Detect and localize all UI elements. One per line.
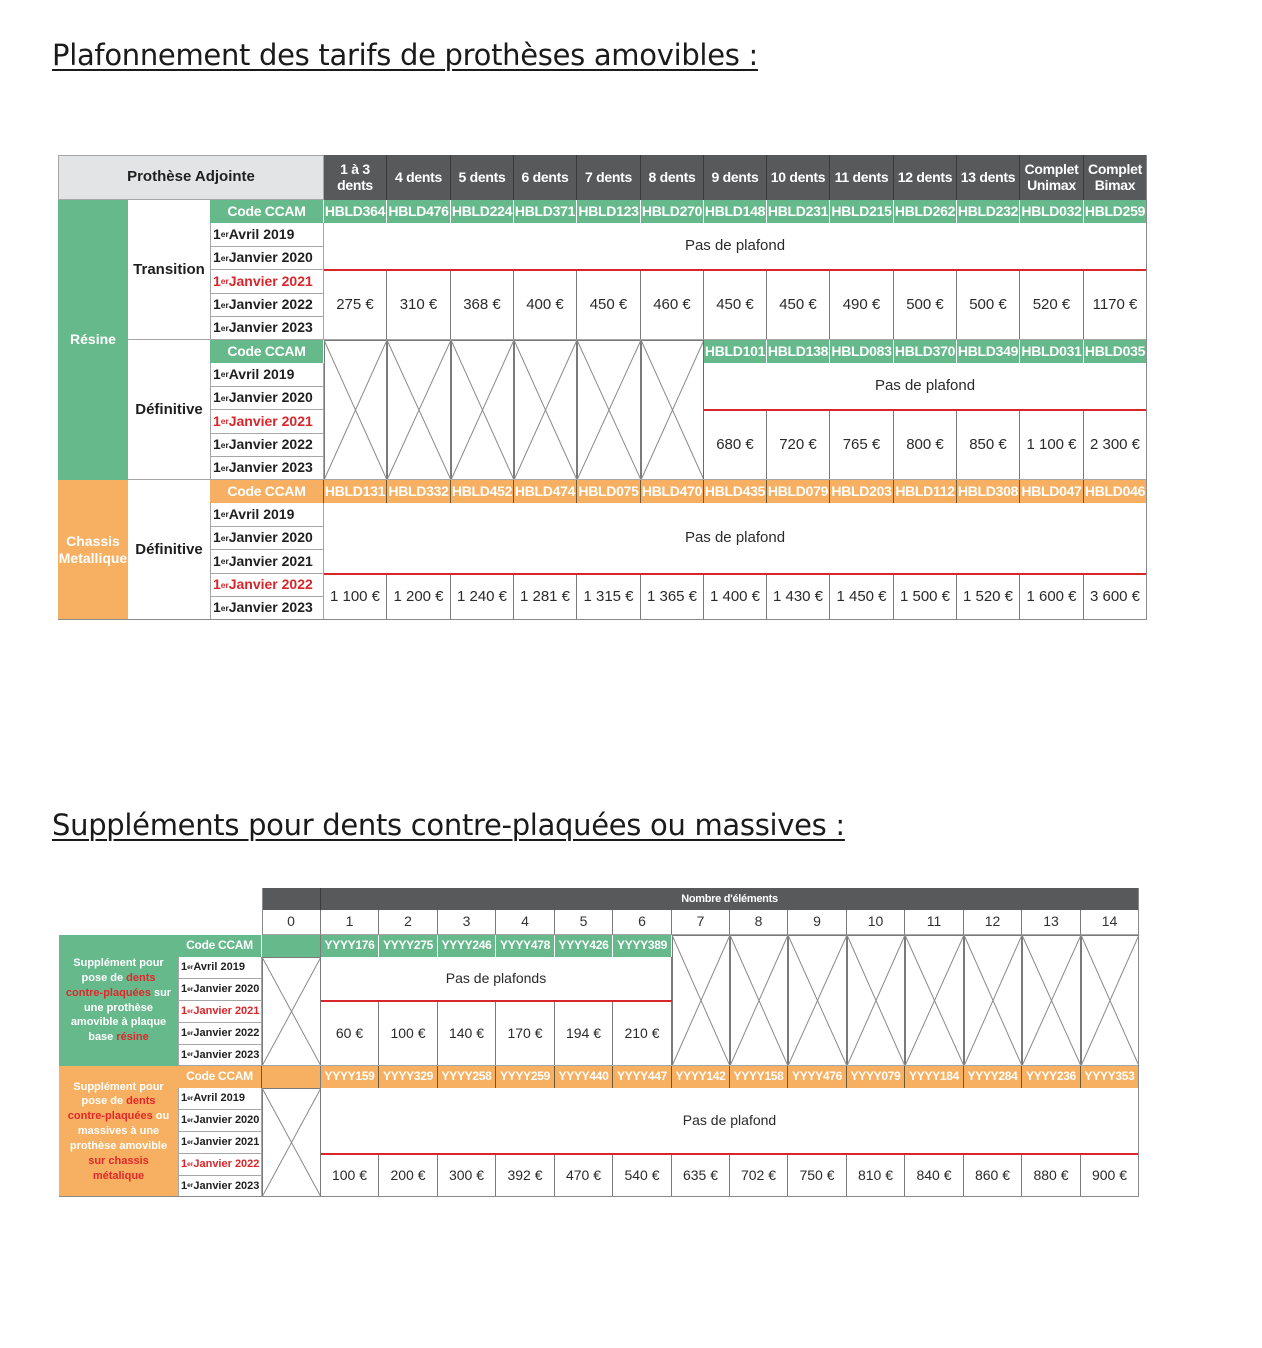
ccam-code: HBLD079 — [767, 480, 830, 503]
not-applicable-cross-icon — [387, 340, 451, 480]
code-ccam-label: Code CCAM — [178, 935, 262, 957]
supplement-price-value: 100 € — [321, 1155, 379, 1197]
element-count-column: 1 — [321, 910, 379, 935]
ccam-code: YYYY329 — [379, 1066, 438, 1088]
element-count-column: 5 — [555, 910, 613, 935]
effective-date-label: 1 er Janvier 2021 — [210, 410, 324, 434]
element-count-column: 7 — [672, 910, 730, 935]
price-cap-value: 3 600 € — [1084, 575, 1147, 620]
supplement-price-value: 60 € — [321, 1002, 379, 1066]
code-ccam-label: Code CCAM — [210, 480, 324, 503]
effective-date-label: 1 er Janvier 2023 — [178, 1045, 262, 1066]
ccam-code: YYYY353 — [1081, 1066, 1139, 1088]
price-cap-value: 680 € — [704, 411, 767, 480]
ccam-code: HBLD349 — [957, 340, 1020, 363]
ccam-code: HBLD371 — [514, 200, 577, 223]
element-count-column: 14 — [1081, 910, 1139, 935]
price-cap-value: 450 € — [577, 271, 641, 340]
element-count-column: 8 — [730, 910, 788, 935]
ccam-code: YYYY258 — [438, 1066, 496, 1088]
ccam-code: YYYY476 — [788, 1066, 847, 1088]
price-cap-value: 500 € — [957, 271, 1020, 340]
element-count-column: 9 — [788, 910, 847, 935]
price-cap-value: 1 450 € — [830, 575, 894, 620]
element-count-column: 13 — [1022, 910, 1081, 935]
ccam-code: HBLD131 — [324, 480, 387, 503]
not-applicable-cross-icon — [451, 340, 514, 480]
not-applicable-cross-icon — [788, 935, 847, 1066]
column-header: 9 dents — [704, 155, 767, 200]
effective-date-label: 1 er Janvier 2022 — [210, 294, 324, 317]
section-heading-veneered-teeth-supplements: Suppléments pour dents contre-plaquées ou massives : — [52, 808, 845, 842]
effective-date-label: 1 er Janvier 2021 — [178, 1001, 262, 1023]
price-cap-value: 520 € — [1020, 271, 1084, 340]
supplement-price-value: 170 € — [496, 1002, 555, 1066]
effective-date-label: 1 er Avril 2019 — [210, 363, 324, 387]
supplement-price-value: 860 € — [964, 1155, 1022, 1197]
ccam-code: HBLD474 — [514, 480, 577, 503]
column-header: 5 dents — [451, 155, 514, 200]
ccam-code: HBLD231 — [767, 200, 830, 223]
ccam-code: HBLD370 — [894, 340, 957, 363]
ccam-code: HBLD232 — [957, 200, 1020, 223]
price-cap-value: 1 100 € — [324, 575, 387, 620]
effective-date-label: 1 er Janvier 2020 — [210, 527, 324, 550]
not-applicable-cross-icon — [514, 340, 577, 480]
ccam-code: HBLD308 — [957, 480, 1020, 503]
not-applicable-cross-icon — [262, 1088, 321, 1197]
price-cap-value: 1170 € — [1084, 271, 1147, 340]
supplement-price-value: 210 € — [613, 1002, 672, 1066]
ccam-code: YYYY259 — [496, 1066, 555, 1088]
element-count-column: 10 — [847, 910, 905, 935]
price-cap-value: 1 315 € — [577, 575, 641, 620]
element-count-column: 12 — [964, 910, 1022, 935]
ccam-code: YYYY176 — [321, 935, 379, 957]
not-applicable-cross-icon — [847, 935, 905, 1066]
ccam-code: YYYY142 — [672, 1066, 730, 1088]
element-count-column: 4 — [496, 910, 555, 935]
not-applicable-cross-icon — [262, 957, 321, 1066]
supplement-price-value: 900 € — [1081, 1155, 1139, 1197]
price-cap-value: 1 200 € — [387, 575, 451, 620]
price-cap-value: 275 € — [324, 271, 387, 340]
ccam-code: HBLD452 — [451, 480, 514, 503]
effective-date-label: 1 er Janvier 2020 — [210, 387, 324, 410]
grid-line — [703, 340, 704, 480]
price-cap-value: 800 € — [894, 411, 957, 480]
element-count-column: 3 — [438, 910, 496, 935]
effective-date-label: 1 er Janvier 2023 — [210, 317, 324, 340]
effective-date-label: 1 er Janvier 2020 — [178, 979, 262, 1001]
column-header: 7 dents — [577, 155, 641, 200]
ccam-code: YYYY426 — [555, 935, 613, 957]
price-cap-value: 1 240 € — [451, 575, 514, 620]
ccam-code: YYYY236 — [1022, 1066, 1081, 1088]
grid-line — [59, 1196, 1139, 1197]
element-count-column: 2 — [379, 910, 438, 935]
column-header: 10 dents — [767, 155, 830, 200]
not-applicable-cross-icon — [730, 935, 788, 1066]
ccam-code: YYYY079 — [847, 1066, 905, 1088]
ccam-code: YYYY478 — [496, 935, 555, 957]
price-cap-value: 1 600 € — [1020, 575, 1084, 620]
effective-date-label: 1 er Janvier 2022 — [210, 574, 324, 597]
supplement-description: Supplément pour pose de dents contre-plaquées sur une prothèse amovible à plaque base résine — [59, 935, 178, 1066]
ccam-code: YYYY447 — [613, 1066, 672, 1088]
ccam-code: HBLD112 — [894, 480, 957, 503]
supplement-price-value: 702 € — [730, 1155, 788, 1197]
ccam-code: HBLD148 — [704, 200, 767, 223]
prosthesis-type-label: Définitive — [128, 480, 210, 620]
supplement-price-value: 635 € — [672, 1155, 730, 1197]
ccam-code: HBLD332 — [387, 480, 451, 503]
ccam-code: YYYY275 — [379, 935, 438, 957]
not-applicable-cross-icon — [577, 340, 641, 480]
ccam-code: HBLD035 — [1084, 340, 1147, 363]
ccam-code: HBLD270 — [641, 200, 704, 223]
element-count-column: 6 — [613, 910, 672, 935]
code-ccam-label: Code CCAM — [210, 340, 324, 363]
no-cap-label: Pas de plafonds — [321, 957, 672, 1001]
ccam-code: HBLD046 — [1084, 480, 1147, 503]
column-header: 1 à 3 dents — [324, 155, 387, 200]
price-cap-value: 1 520 € — [957, 575, 1020, 620]
effective-date-label: 1 er Janvier 2022 — [178, 1154, 262, 1176]
table-corner-label: Prothèse Adjointe — [58, 155, 324, 200]
prosthesis-type-label: Transition — [128, 200, 210, 340]
ccam-code: HBLD101 — [704, 340, 767, 363]
effective-date-label: 1 er Janvier 2020 — [178, 1110, 262, 1132]
supplement-price-value: 880 € — [1022, 1155, 1081, 1197]
grid-line — [320, 1066, 321, 1197]
prosthesis-type-label: Définitive — [128, 340, 210, 480]
effective-date-label: 1 er Janvier 2023 — [178, 1176, 262, 1197]
price-cap-value: 1 400 € — [704, 575, 767, 620]
column-header: 13 dents — [957, 155, 1020, 200]
ccam-code: HBLD032 — [1020, 200, 1084, 223]
supplement-price-value: 140 € — [438, 1002, 496, 1066]
element-count-header: Nombre d'éléments — [321, 888, 1139, 910]
code-ccam-label: Code CCAM — [178, 1066, 262, 1088]
ccam-code: HBLD364 — [324, 200, 387, 223]
not-applicable-cross-icon — [1081, 935, 1139, 1066]
not-applicable-cross-icon — [324, 340, 387, 480]
supplement-price-value: 194 € — [555, 1002, 613, 1066]
effective-date-label: 1 er Janvier 2021 — [210, 270, 324, 294]
effective-date-label: 1 er Janvier 2023 — [210, 597, 324, 620]
price-cap-value: 490 € — [830, 271, 894, 340]
supplement-price-value: 200 € — [379, 1155, 438, 1197]
price-cap-value: 765 € — [830, 411, 894, 480]
supplement-description: Supplément pour pose de dents contre-plaquées ou massives à une prothèse amovible sur chassis métalique — [59, 1066, 178, 1197]
price-cap-value: 2 300 € — [1084, 411, 1147, 480]
column-header: 8 dents — [641, 155, 704, 200]
price-cap-value: 720 € — [767, 411, 830, 480]
code-ccam-label: Code CCAM — [210, 200, 324, 223]
supplement-price-value: 810 € — [847, 1155, 905, 1197]
column-header: Complet Bimax — [1084, 155, 1147, 200]
column-header: 6 dents — [514, 155, 577, 200]
price-cap-value: 500 € — [894, 271, 957, 340]
ccam-code: YYYY158 — [730, 1066, 788, 1088]
supplement-price-value: 300 € — [438, 1155, 496, 1197]
supplement-price-value: 750 € — [788, 1155, 847, 1197]
ccam-code: HBLD476 — [387, 200, 451, 223]
not-applicable-cross-icon — [964, 935, 1022, 1066]
ccam-code: HBLD075 — [577, 480, 641, 503]
column-header: Complet Unimax — [1020, 155, 1084, 200]
effective-date-label: 1 er Janvier 2021 — [178, 1132, 262, 1154]
ccam-code: HBLD470 — [641, 480, 704, 503]
ccam-code: HBLD224 — [451, 200, 514, 223]
material-category-label: Chassis Metallique — [58, 480, 128, 620]
effective-date-label: 1 er Janvier 2022 — [210, 434, 324, 457]
not-applicable-cross-icon — [672, 935, 730, 1066]
ccam-code: HBLD215 — [830, 200, 894, 223]
ccam-code: HBLD262 — [894, 200, 957, 223]
no-cap-label: Pas de plafond — [321, 1088, 1139, 1154]
price-cap-value: 368 € — [451, 271, 514, 340]
header-blank-cell — [262, 888, 321, 910]
column-header: 12 dents — [894, 155, 957, 200]
price-cap-value: 1 281 € — [514, 575, 577, 620]
element-count-column: 11 — [905, 910, 964, 935]
no-cap-label: Pas de plafond — [324, 223, 1147, 270]
price-cap-value: 1 500 € — [894, 575, 957, 620]
ccam-code-blank — [262, 935, 321, 957]
ccam-code: HBLD138 — [767, 340, 830, 363]
ccam-code: HBLD047 — [1020, 480, 1084, 503]
supplement-price-value: 392 € — [496, 1155, 555, 1197]
supplement-price-value: 840 € — [905, 1155, 964, 1197]
effective-date-label: 1 er Avril 2019 — [178, 957, 262, 979]
ccam-code: HBLD259 — [1084, 200, 1147, 223]
price-cap-value: 1 430 € — [767, 575, 830, 620]
column-header: 11 dents — [830, 155, 894, 200]
ccam-code: HBLD031 — [1020, 340, 1084, 363]
no-cap-label: Pas de plafond — [704, 363, 1147, 410]
price-cap-value: 310 € — [387, 271, 451, 340]
ccam-code: YYYY184 — [905, 1066, 964, 1088]
effective-date-label: 1 er Janvier 2023 — [210, 457, 324, 480]
not-applicable-cross-icon — [905, 935, 964, 1066]
ccam-code: YYYY159 — [321, 1066, 379, 1088]
ccam-code: HBLD203 — [830, 480, 894, 503]
supplement-price-value: 100 € — [379, 1002, 438, 1066]
supplement-price-value: 470 € — [555, 1155, 613, 1197]
ccam-code: HBLD123 — [577, 200, 641, 223]
effective-date-label: 1 er Avril 2019 — [178, 1088, 262, 1110]
grid-line — [58, 619, 1147, 620]
effective-date-label: 1 er Janvier 2021 — [210, 550, 324, 574]
section-heading-removable-prosthesis-caps: Plafonnement des tarifs de prothèses amovibles : — [52, 38, 758, 72]
price-cap-value: 1 365 € — [641, 575, 704, 620]
supplement-price-value: 540 € — [613, 1155, 672, 1197]
effective-date-label: 1 er Janvier 2020 — [210, 247, 324, 270]
element-count-column: 0 — [262, 910, 321, 935]
grid-line — [262, 888, 263, 935]
ccam-code: YYYY440 — [555, 1066, 613, 1088]
grid-line — [1146, 155, 1147, 620]
ccam-code: HBLD083 — [830, 340, 894, 363]
ccam-code: HBLD435 — [704, 480, 767, 503]
effective-date-label: 1 er Avril 2019 — [210, 223, 324, 247]
grid-line — [1138, 888, 1139, 1197]
material-category-label: Résine — [58, 200, 128, 480]
price-cap-value: 450 € — [767, 271, 830, 340]
ccam-code: YYYY284 — [964, 1066, 1022, 1088]
grid-line — [320, 935, 321, 1066]
not-applicable-cross-icon — [1022, 935, 1081, 1066]
price-cap-value: 460 € — [641, 271, 704, 340]
column-header: 4 dents — [387, 155, 451, 200]
ccam-code: YYYY246 — [438, 935, 496, 957]
not-applicable-cross-icon — [641, 340, 704, 480]
price-cap-value: 450 € — [704, 271, 767, 340]
price-cap-value: 400 € — [514, 271, 577, 340]
price-cap-value: 850 € — [957, 411, 1020, 480]
price-cap-value: 1 100 € — [1020, 411, 1084, 480]
ccam-code-blank — [262, 1066, 321, 1088]
no-cap-label: Pas de plafond — [324, 503, 1147, 574]
ccam-code: YYYY389 — [613, 935, 672, 957]
effective-date-label: 1 er Avril 2019 — [210, 503, 324, 527]
effective-date-label: 1 er Janvier 2022 — [178, 1023, 262, 1045]
